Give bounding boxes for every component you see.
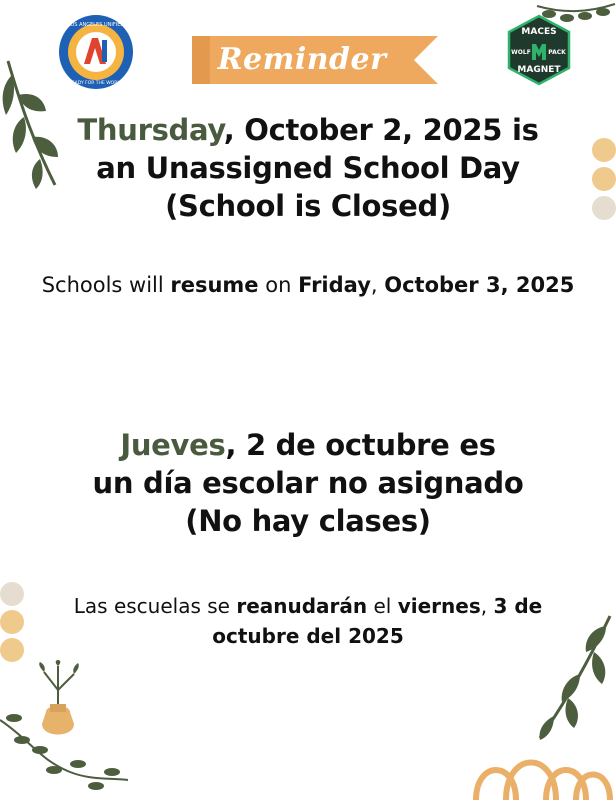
english-sub-text-1: Schools will: [41, 273, 171, 297]
english-date: , October 2, 2025 is: [223, 113, 539, 147]
english-sub-text-2: on: [258, 273, 299, 297]
spanish-headline: [0, 426, 616, 540]
spanish-sub-bold-resume: reanudarán: [236, 594, 368, 618]
english-headline-line1: [0, 111, 616, 149]
spanish-headline-line3: (No hay clases): [185, 504, 431, 538]
maces-magnet-logo: [505, 14, 573, 86]
spanish-sub-text-1: Las escuelas se: [73, 594, 237, 618]
leaf-branch-bottom-right-icon: [536, 612, 616, 742]
spanish-sub-line2: [0, 621, 616, 651]
svg-text:LOS ANGELES UNIFIED: LOS ANGELES UNIFIED: [67, 22, 125, 28]
spanish-headline-line1: [0, 426, 616, 464]
svg-text:MAGNET: MAGNET: [517, 65, 561, 75]
reminder-banner: [192, 30, 438, 88]
spanish-sub-line1: [0, 591, 616, 621]
reminder-label: Reminder: [217, 41, 387, 77]
svg-text:READY FOR THE WORLD: READY FOR THE WORLD: [68, 81, 124, 86]
spanish-sub-bold-date: 3 de: [493, 594, 543, 618]
svg-text:WOLF: WOLF: [511, 49, 531, 56]
english-sub-bold-resume: resume: [170, 273, 259, 297]
svg-text:PACK: PACK: [548, 49, 566, 56]
spanish-resume-note: [0, 591, 616, 651]
english-headline: [0, 111, 616, 225]
english-sub-bold-day: Friday: [298, 273, 371, 297]
vine-bottom-left-icon: [0, 700, 130, 800]
english-sub-bold-date: October 3, 2025: [384, 273, 575, 297]
arches-bottom-right-icon: [470, 740, 616, 800]
spanish-day: Jueves: [120, 428, 226, 462]
english-day: Thursday: [77, 113, 224, 147]
english-headline-line2: an Unassigned School Day: [96, 151, 520, 185]
english-headline-line3: (School is Closed): [165, 189, 451, 223]
spanish-sub-bold-month-year: octubre del 2025: [212, 624, 404, 648]
spanish-headline-line2: un día escolar no asignado: [92, 466, 524, 500]
spanish-date: , 2 de octubre es: [225, 428, 496, 462]
spanish-sub-text-2: el: [367, 594, 398, 618]
lausd-logo: [58, 14, 134, 90]
svg-text:MACES: MACES: [521, 27, 557, 37]
spanish-sub-bold-day: viernes: [397, 594, 481, 618]
english-resume-note: [0, 270, 616, 300]
english-sub-comma: ,: [370, 273, 385, 297]
spanish-sub-comma: ,: [480, 594, 494, 618]
